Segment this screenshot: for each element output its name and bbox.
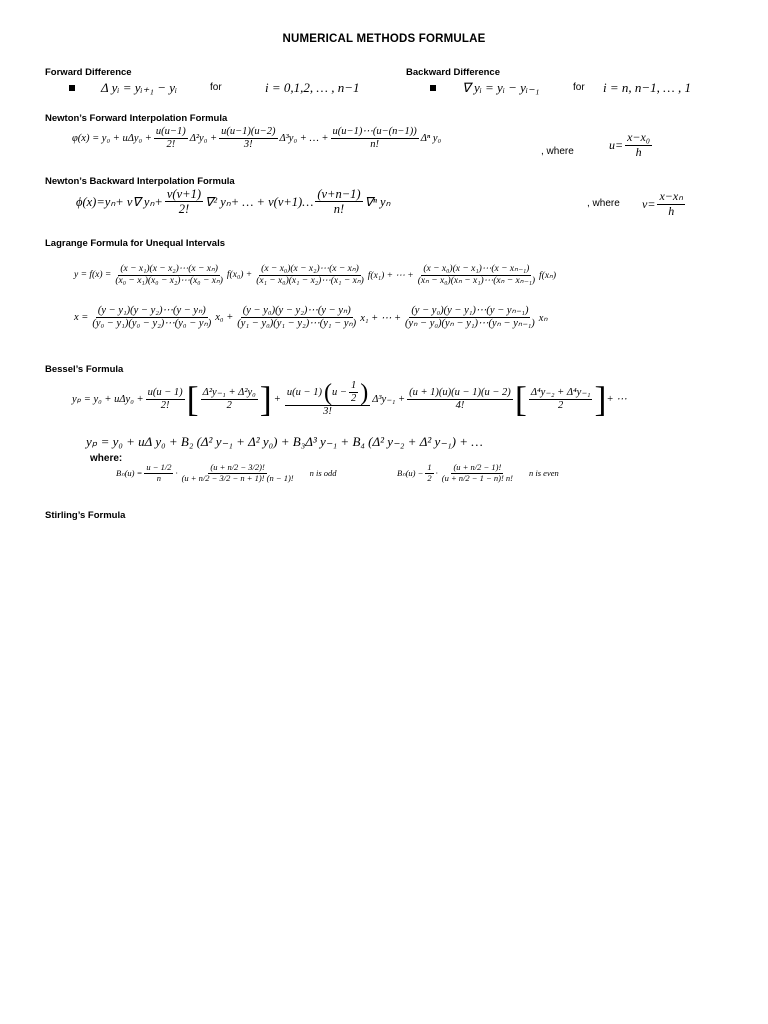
numerator: (x − x₀)(x − x₂)⋯(x − xₙ) [261, 264, 359, 274]
v-lhs: v= [642, 196, 656, 211]
formula-term: Δ²y₀ + [189, 133, 218, 145]
page-title: NUMERICAL METHODS FORMULAE [282, 33, 486, 45]
left-paren: ( [323, 379, 332, 406]
newton-backward-heading: Newton’s Backward Interpolation Formula [45, 176, 235, 187]
numerator: u(u−1) [154, 126, 188, 139]
numerator: x−xₙ [659, 189, 683, 203]
bessel-formula [72, 380, 627, 418]
denominator: 2 [350, 393, 357, 405]
numerator: (u + 1)(u)(u − 1)(u − 2) [407, 387, 513, 400]
fraction [180, 463, 296, 484]
numerator: u − 1/2 [146, 462, 172, 472]
numerator: u(u−1)(u−2) [219, 126, 277, 139]
even-condition: n is even [529, 468, 559, 479]
inner-term: u − [331, 386, 347, 398]
formula-term: + ⋯ [606, 394, 627, 406]
numerator-text: u(u − 1) [286, 386, 322, 398]
numerator: (v+n−1) [317, 187, 361, 201]
fraction [285, 380, 370, 418]
fraction [425, 463, 433, 484]
u-definition [609, 131, 654, 160]
numerator: (y − y₀)(y − y₁)⋯(y − yₙ₋₁) [409, 305, 530, 318]
fraction [235, 305, 358, 330]
forward-difference-for: for [210, 82, 222, 93]
fraction [144, 463, 173, 484]
backward-difference-heading: Backward Difference [406, 67, 500, 78]
denominator: 3! [243, 139, 253, 151]
denominator: (yₙ − y₀)(yₙ − y₁)⋯(yₙ − yₙ₋₁) [405, 318, 535, 330]
fraction [529, 387, 593, 412]
odd-condition: n is odd [309, 468, 337, 479]
fraction [625, 131, 652, 160]
formula-lhs: Bₙ(u) − [397, 467, 424, 478]
formula-lhs: Bₙ(u) = [116, 467, 143, 478]
formula-term: x₁ + ⋯ + [360, 312, 402, 324]
numerator: 1 [427, 462, 432, 472]
formula-term: f(x₁) + ⋯ + [367, 270, 414, 281]
numerator: (y − y₀)(y − y₂)⋯(y − yₙ) [241, 305, 353, 318]
fraction [165, 187, 203, 217]
denominator: 2! [166, 139, 176, 151]
where-label: , where [587, 198, 620, 209]
fraction [657, 190, 685, 219]
numerator: u(u − 1) [146, 387, 185, 400]
fraction [349, 380, 358, 405]
fraction [201, 387, 258, 412]
left-bracket: [ [514, 379, 527, 420]
plus-sign: + [273, 393, 281, 405]
stirling-heading: Stirling’s Formula [45, 510, 126, 521]
where-label: , where [541, 146, 574, 157]
denominator: n! [333, 202, 345, 217]
bullet-icon [430, 85, 436, 91]
fraction [90, 305, 213, 330]
formula-term: Δⁿ y₀ [420, 133, 442, 145]
denominator: 2 [558, 399, 564, 411]
numerator: v(v+1) [166, 187, 201, 201]
numerator: (y − y₁)(y − y₂)⋯(y − yₙ) [96, 305, 208, 318]
formula-term: Δ³y₋₁ + [372, 394, 406, 406]
fraction [113, 264, 225, 287]
denominator: (y₀ − y₁)(y₀ − y₂)⋯(y₀ − yₙ) [92, 318, 212, 330]
denominator: (x₁ − x₀)(x₁ − x₂)⋯(x₁ − xₙ) [256, 275, 364, 286]
forward-difference-formula: Δ yᵢ = yᵢ₊₁ − yᵢ [101, 80, 178, 95]
formula-lhs: x = [74, 312, 89, 324]
numerator: 1 [349, 380, 358, 393]
denominator: 2 [226, 399, 232, 411]
numerator: (x − x₁)(x − x₂)⋯(x − xₙ) [120, 264, 218, 274]
formula-term: f(xₙ) [539, 270, 556, 281]
left-bracket: [ [186, 379, 199, 420]
numerator: x−x₀ [627, 130, 651, 144]
bessel-coefficient-odd [116, 463, 337, 484]
fraction [440, 463, 515, 484]
fraction [331, 126, 419, 151]
denominator: h [668, 203, 675, 218]
newton-forward-formula [72, 126, 441, 151]
numerator: (x − x₀)(x − x₁)⋯(x − xₙ₋₁) [423, 264, 530, 274]
numerator: Δ²y₋₁ + Δ²y₀ [201, 387, 258, 400]
numerator: (u + n/2 − 3/2)! [210, 462, 265, 472]
formula-lhs: φ(x) = y₀ + uΔy₀ + [72, 133, 152, 145]
denominator: 2! [160, 399, 170, 411]
lagrange-heading: Lagrange Formula for Unequal Intervals [45, 238, 226, 249]
newton-forward-heading: Newton’s Forward Interpolation Formula [45, 113, 228, 124]
forward-difference-heading: Forward Difference [45, 67, 132, 78]
fraction [315, 187, 362, 217]
newton-backward-formula [76, 187, 391, 217]
denominator: 3! [323, 406, 332, 418]
denominator: 4! [455, 399, 465, 411]
fraction [254, 264, 366, 287]
denominator: h [635, 144, 642, 159]
bessel-coefficient-even [397, 463, 559, 484]
fraction [416, 264, 537, 287]
numerator: Δ⁴y₋₂ + Δ⁴y₋₁ [529, 387, 593, 400]
dot-operator: · [435, 468, 438, 479]
numerator: (u + n/2 − 1)! [453, 462, 502, 472]
numerator [285, 380, 370, 406]
right-paren: ) [360, 379, 369, 406]
numerator: u(u−1)⋯(u−(n−1)) [331, 126, 419, 139]
formula-term: ∇² yₙ+ … + v(v+1)… [204, 194, 314, 209]
denominator: n [156, 472, 162, 483]
bullet-icon [69, 85, 75, 91]
formula-lhs: y = f(x) = [74, 270, 112, 281]
formula-term: xₙ [538, 312, 548, 324]
fraction [154, 126, 188, 151]
backward-difference-formula: ∇ yᵢ = yᵢ − yᵢ₋₁ [462, 80, 540, 95]
formula-term: ∇ⁿ yₙ [364, 194, 391, 209]
formula-term: x₀ + [215, 312, 234, 324]
denominator: 2 [427, 472, 432, 483]
formula-lhs: ϕ(x)=yₙ+ v∇ yₙ+ [76, 194, 163, 209]
lagrange-formula-x [74, 305, 548, 330]
formula-term: Δ³y₀ + … + [279, 133, 329, 145]
lagrange-formula-y [74, 264, 556, 287]
denominator: (u + n/2 − 3/2 − n + 1)! (n − 1)! [181, 472, 294, 483]
formula-term: f(x₀) + [226, 270, 253, 281]
denominator: (y₁ − y₀)(y₁ − y₂)⋯(y₁ − yₙ) [237, 318, 357, 330]
forward-difference-range: i = 0,1,2, … , n−1 [265, 80, 360, 95]
denominator: (xₙ − x₀)(xₙ − x₁)⋯(xₙ − xₙ₋₁) [417, 275, 536, 286]
bessel-alt-formula: yₚ = y₀ + uΔ y₀ + B₂ (Δ² y₋₁ + Δ² y₀) + B₃Δ³ y₋₁ + B₄ (Δ² y₋₂ + Δ² y₋₁) + … [86, 434, 483, 449]
fraction [407, 387, 513, 412]
bessel-heading: Bessel’s Formula [45, 364, 124, 375]
backward-difference-for: for [573, 82, 585, 93]
v-definition [642, 190, 687, 219]
where-label: where: [90, 453, 123, 464]
denominator: (u + n/2 − 1 − n)! n! [441, 472, 514, 483]
backward-difference-range: i = n, n−1, … , 1 [603, 80, 691, 95]
dot-operator: · [175, 468, 178, 479]
fraction [146, 387, 185, 412]
denominator: (x₀ − x₁)(x₀ − x₂)⋯(x₀ − xₙ) [115, 275, 223, 286]
u-lhs: u= [609, 137, 624, 152]
denominator: 2! [178, 202, 190, 217]
denominator: n! [370, 139, 380, 151]
formula-lhs: yₚ = y₀ + uΔy₀ + [72, 394, 144, 406]
right-bracket: ] [259, 379, 272, 420]
right-bracket: ] [594, 379, 607, 420]
fraction [219, 126, 277, 151]
fraction [403, 305, 537, 330]
